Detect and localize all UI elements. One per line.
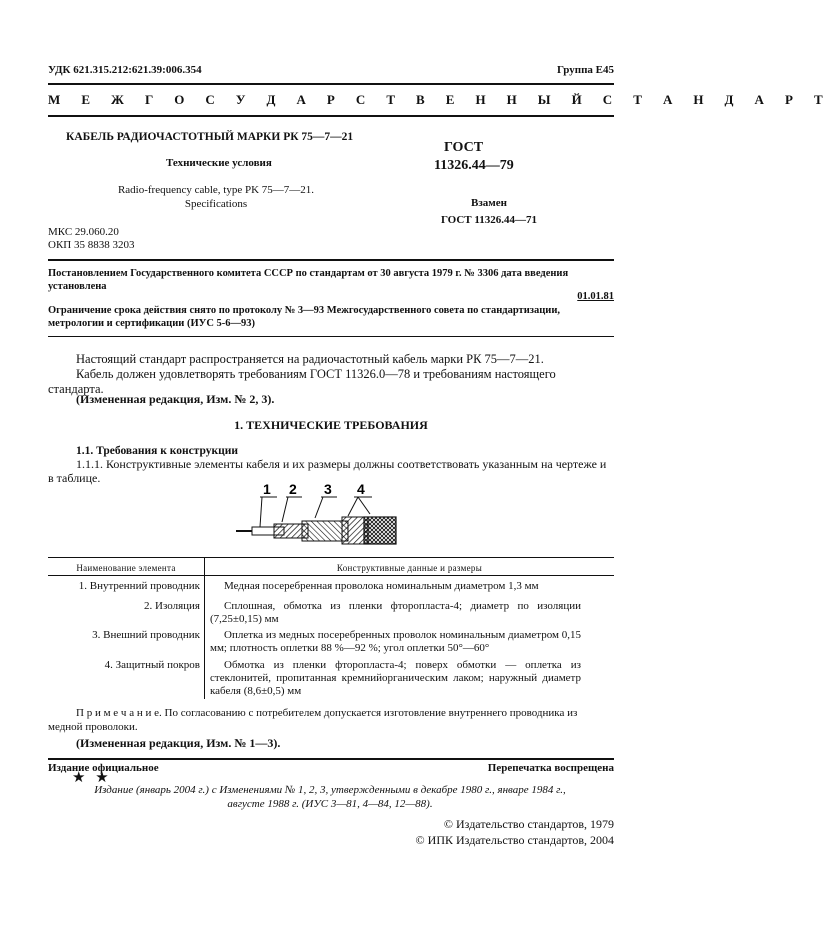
table-row-1-data: Медная посеребренная проволока номинальным диаметром 1,3 мм: [224, 580, 539, 592]
title-en-line2: Specifications: [184, 198, 248, 210]
table-row-3-name: 3. Внешний проводник: [92, 629, 200, 641]
cable-drawing: [230, 480, 410, 546]
gost-label: ГОСТ: [444, 140, 484, 155]
reprint-prohibited: Перепечатка воспрещена: [487, 762, 614, 774]
table-top-rule: [48, 557, 614, 558]
table-row-4-data: Обмотка из пленки фторопласта-4; поверх обмотки — оплетка из стеклонитей, пропитанная кремнийорганическим лаком; наружный диаметр кабеля (8,6±0,5) мм: [210, 659, 581, 697]
clause-1-1-1: 1.1.1. Конструктивные элементы кабеля и их размеры должны соответствовать указанным на чертеже и в таблице.: [48, 457, 607, 485]
copyright-1979: © Издательство стандартов, 1979: [443, 817, 614, 831]
okp-code: ОКП 35 8838 3203: [48, 239, 135, 251]
decree-text: Постановлением Государственного комитета СССР по стандартам от 30 августа 1979 г. № 3306 дата введения установлена: [48, 268, 569, 292]
stars-mark: ★ ★: [72, 770, 112, 786]
requirements-paragraph: Кабель должен удовлетворять требованиям ГОСТ 11326.0—78 и требованиям настоящего стандарта.: [48, 367, 556, 396]
gost-number-block: [434, 139, 514, 175]
table-row-1-name: 1. Внутренний проводник: [78, 580, 200, 592]
mks-code: МКС 29.060.20: [48, 226, 119, 238]
amendment-note-2: (Измененная редакция, Изм. № 1—3).: [76, 736, 281, 750]
replaces-gost: ГОСТ 11326.44—71: [440, 214, 538, 226]
table-row-3-data: Оплетка из медных посеребренных проволок номинальным диаметром 0,15 мм; плотность оплетки 88 %—92 %; угол оплетки 50°—60°: [210, 629, 581, 654]
copyright-2004: © ИПК Издательство стандартов, 2004: [415, 833, 614, 847]
title-en-line1: Radio-frequency cable, type PK 75—7—21.: [117, 184, 315, 196]
banner-rule: [48, 115, 614, 117]
footer-rule: [48, 758, 614, 760]
interstate-standard-banner: М Е Ж Г О С У Д А Р С Т В Е Н Н Ы Й С Т А Н Д А Р Т: [48, 92, 832, 107]
replaces-label: Взамен: [471, 197, 507, 209]
classification-codes: [48, 226, 134, 252]
edition-note: Издание (январь 2004 г.) с Изменениями № 1, 2, 3, утвержденными в декабре 1980 г., январе 1984 г., августе 1988 г. (ИУС 3—81, 4—84, 12—88).: [94, 784, 566, 810]
section-heading: 1. ТЕХНИЧЕСКИЕ ТРЕБОВАНИЯ: [234, 418, 428, 432]
table-header-rule: [48, 575, 614, 576]
drawing-label-2: 2: [289, 481, 297, 497]
amendment-note-1: (Измененная редакция, Изм. № 2, 3).: [76, 392, 275, 406]
drawing-label-3: 3: [324, 481, 332, 497]
subtitle-ru: Технические условия: [166, 157, 272, 169]
table-column-divider: [204, 557, 205, 699]
restriction-text: Ограничение срока действия снято по протоколу № 3—93 Межгосударственного совета по стандартизации, метрологии и сертификации (ИУС 5-6—93): [48, 305, 561, 329]
drawing-label-4: 4: [357, 481, 365, 497]
subsection-heading: 1.1. Требования к конструкции: [76, 445, 238, 457]
title-ru: КАБЕЛЬ РАДИОЧАСТОТНЫЙ МАРКИ РК 75—7—21: [66, 131, 354, 143]
official-edition: Издание официальное: [48, 762, 159, 774]
table-row-4-name: 4. Защитный покров: [104, 659, 200, 671]
table-row-2-data: Сплошная, обмотка из пленки фторопласта-4; диаметр по изоляции (7,25±0,15) мм: [210, 600, 581, 625]
introduction-date: 01.01.81: [577, 291, 614, 302]
gost-number: 11326.44—79: [434, 158, 514, 173]
udk-code: УДК 621.315.212:621.39:006.354: [48, 64, 202, 76]
title-rule: [48, 259, 614, 261]
group-code: Группа Е45: [556, 64, 614, 76]
decree-rule: [48, 336, 614, 337]
table-header-data: Конструктивные данные и размеры: [336, 563, 483, 573]
top-rule: [48, 83, 614, 85]
table-note: П р и м е ч а н и е. По согласованию с потребителем допускается изготовление внутреннего проводника из медной проволоки.: [48, 707, 578, 733]
scope-paragraph: Настоящий стандарт распространяется на радиочастотный кабель марки РК 75—7—21.: [76, 352, 544, 366]
table-header-element: Наименование элемента: [76, 563, 176, 573]
table-row-2-name: 2. Изоляция: [144, 600, 200, 612]
replaces-block: [434, 195, 544, 229]
title-en: [88, 183, 344, 211]
drawing-label-1: 1: [263, 481, 271, 497]
